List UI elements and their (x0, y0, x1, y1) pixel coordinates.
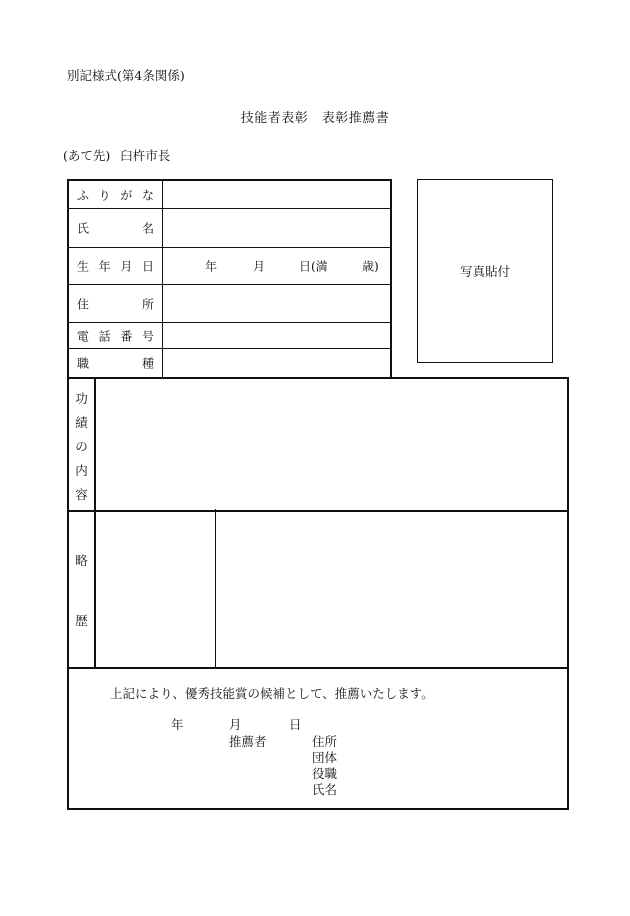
form-label: 別記様式(第4条関係) (67, 68, 185, 83)
achievements-label-char: 績 (75, 415, 88, 430)
phone-label: 電 話 番 号 (77, 329, 154, 343)
addressee-prefix: (あて先) (63, 148, 111, 163)
rec-month-label: 月 (229, 717, 242, 732)
achievements-label-char: 功 (75, 391, 88, 406)
name-row (69, 209, 390, 248)
occupation-row (69, 349, 390, 377)
recommendation-section (67, 668, 569, 810)
dob-row (69, 248, 390, 285)
rec-year-label: 年 (171, 717, 184, 732)
phone-field[interactable] (163, 323, 390, 348)
recommender-label: 推薦者 (229, 734, 267, 749)
achievements-label-char: の (75, 439, 88, 454)
dob-age-label: 歳) (362, 259, 379, 274)
photo-label: 写真貼付 (459, 264, 510, 279)
career-date-field[interactable] (96, 509, 215, 667)
achievements-label (69, 379, 96, 510)
phone-row (69, 323, 390, 349)
name-field[interactable] (163, 209, 390, 247)
rec-position-label: 役職 (312, 766, 338, 781)
photo-box (417, 179, 553, 363)
address-field[interactable] (163, 285, 390, 322)
addressee-line (63, 146, 170, 164)
achievements-section (67, 377, 569, 512)
recommendation-statement: 上記により、優秀技能賞の候補として、推薦いたします。 (110, 686, 434, 701)
career-label-char: 歴 (75, 613, 88, 628)
name-label: 氏 名 (77, 221, 154, 236)
dob-year-label: 年 (205, 259, 218, 274)
applicant-info-table (67, 179, 392, 379)
career-detail-field[interactable] (216, 509, 567, 667)
achievements-label-char: 内 (75, 463, 88, 478)
achievements-label-char: 容 (75, 487, 88, 502)
furigana-label: ふ り が な (77, 188, 154, 202)
rec-day-label: 日 (289, 717, 302, 732)
address-label: 住 所 (77, 297, 154, 311)
occupation-field[interactable] (163, 349, 390, 377)
address-row (69, 285, 390, 323)
career-label-char: 略 (75, 553, 88, 568)
rec-name-label: 氏名 (312, 782, 338, 797)
achievements-field[interactable] (96, 379, 567, 510)
rec-address-label: 住所 (312, 734, 338, 749)
dob-month-label: 月 (253, 259, 266, 274)
occupation-label: 職 種 (77, 356, 154, 371)
dob-field[interactable] (163, 248, 390, 284)
furigana-field[interactable] (163, 181, 390, 208)
furigana-row (69, 181, 390, 209)
career-section (67, 509, 569, 669)
document-title: 技能者表彰 表彰推薦書 (240, 111, 390, 126)
rec-organization-label: 団体 (312, 750, 338, 765)
dob-day-label: 日(満 (299, 259, 328, 274)
career-label (69, 509, 96, 667)
dob-label: 生 年 月 日 (77, 259, 154, 274)
addressee-name: 臼杵市長 (120, 148, 171, 163)
